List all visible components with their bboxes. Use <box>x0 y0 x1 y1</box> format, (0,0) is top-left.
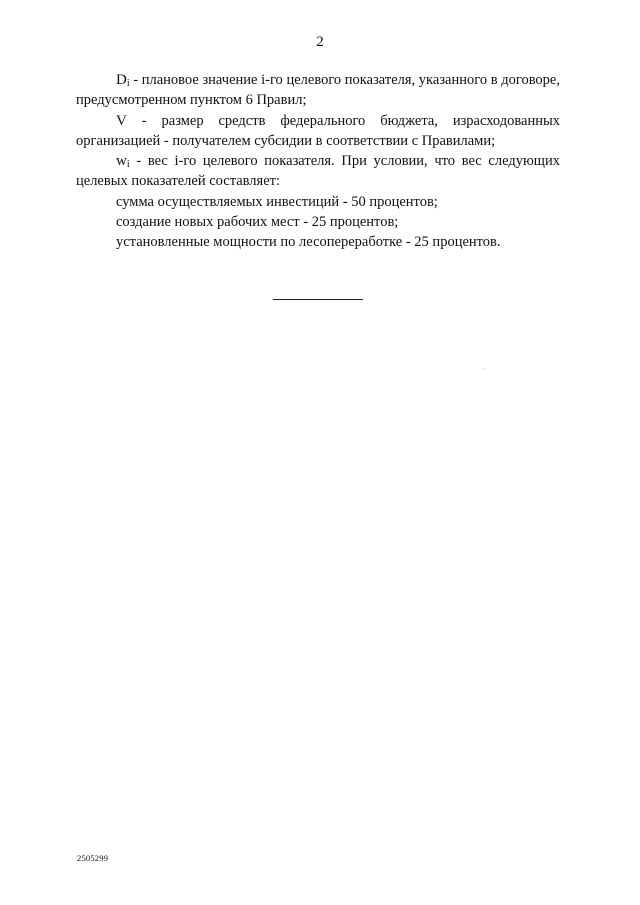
paragraph-w-text: - вес i-го целевого показателя. При условии, что вес следующих целевых показателей составляет: <box>76 153 560 190</box>
symbol-w-subscript: i <box>126 159 130 171</box>
document-body <box>76 70 560 253</box>
paragraph-d-definition <box>76 70 560 111</box>
symbol-d-subscript: i <box>126 78 130 89</box>
paragraph-v-definition <box>76 111 560 152</box>
symbol-v: V <box>116 112 127 129</box>
symbol-w: w <box>116 153 127 170</box>
page-number: 2 <box>316 34 324 50</box>
end-of-document-rule <box>273 299 363 300</box>
scan-speck <box>483 368 484 369</box>
list-item-investments: сумма осуществляемых инвестиций - 50 процентов; <box>116 193 438 210</box>
paragraph-v-text: - размер средств федерального бюджета, израсходованных организацией - получателем субсидии в соответствии с Правилами; <box>76 112 560 149</box>
paragraph-w-definition <box>76 151 560 192</box>
paragraph-d-text: - плановое значение i-го целевого показателя, указанного в договоре, предусмотренном пунктом 6 Правил; <box>76 72 560 109</box>
list-item-jobs: создание новых рабочих мест - 25 процентов; <box>116 214 399 231</box>
symbol-d: D <box>116 72 127 88</box>
list-item-capacity: установленные мощности по лесопереработке - 25 процентов. <box>116 234 501 251</box>
document-code: 2505299 <box>77 853 109 863</box>
